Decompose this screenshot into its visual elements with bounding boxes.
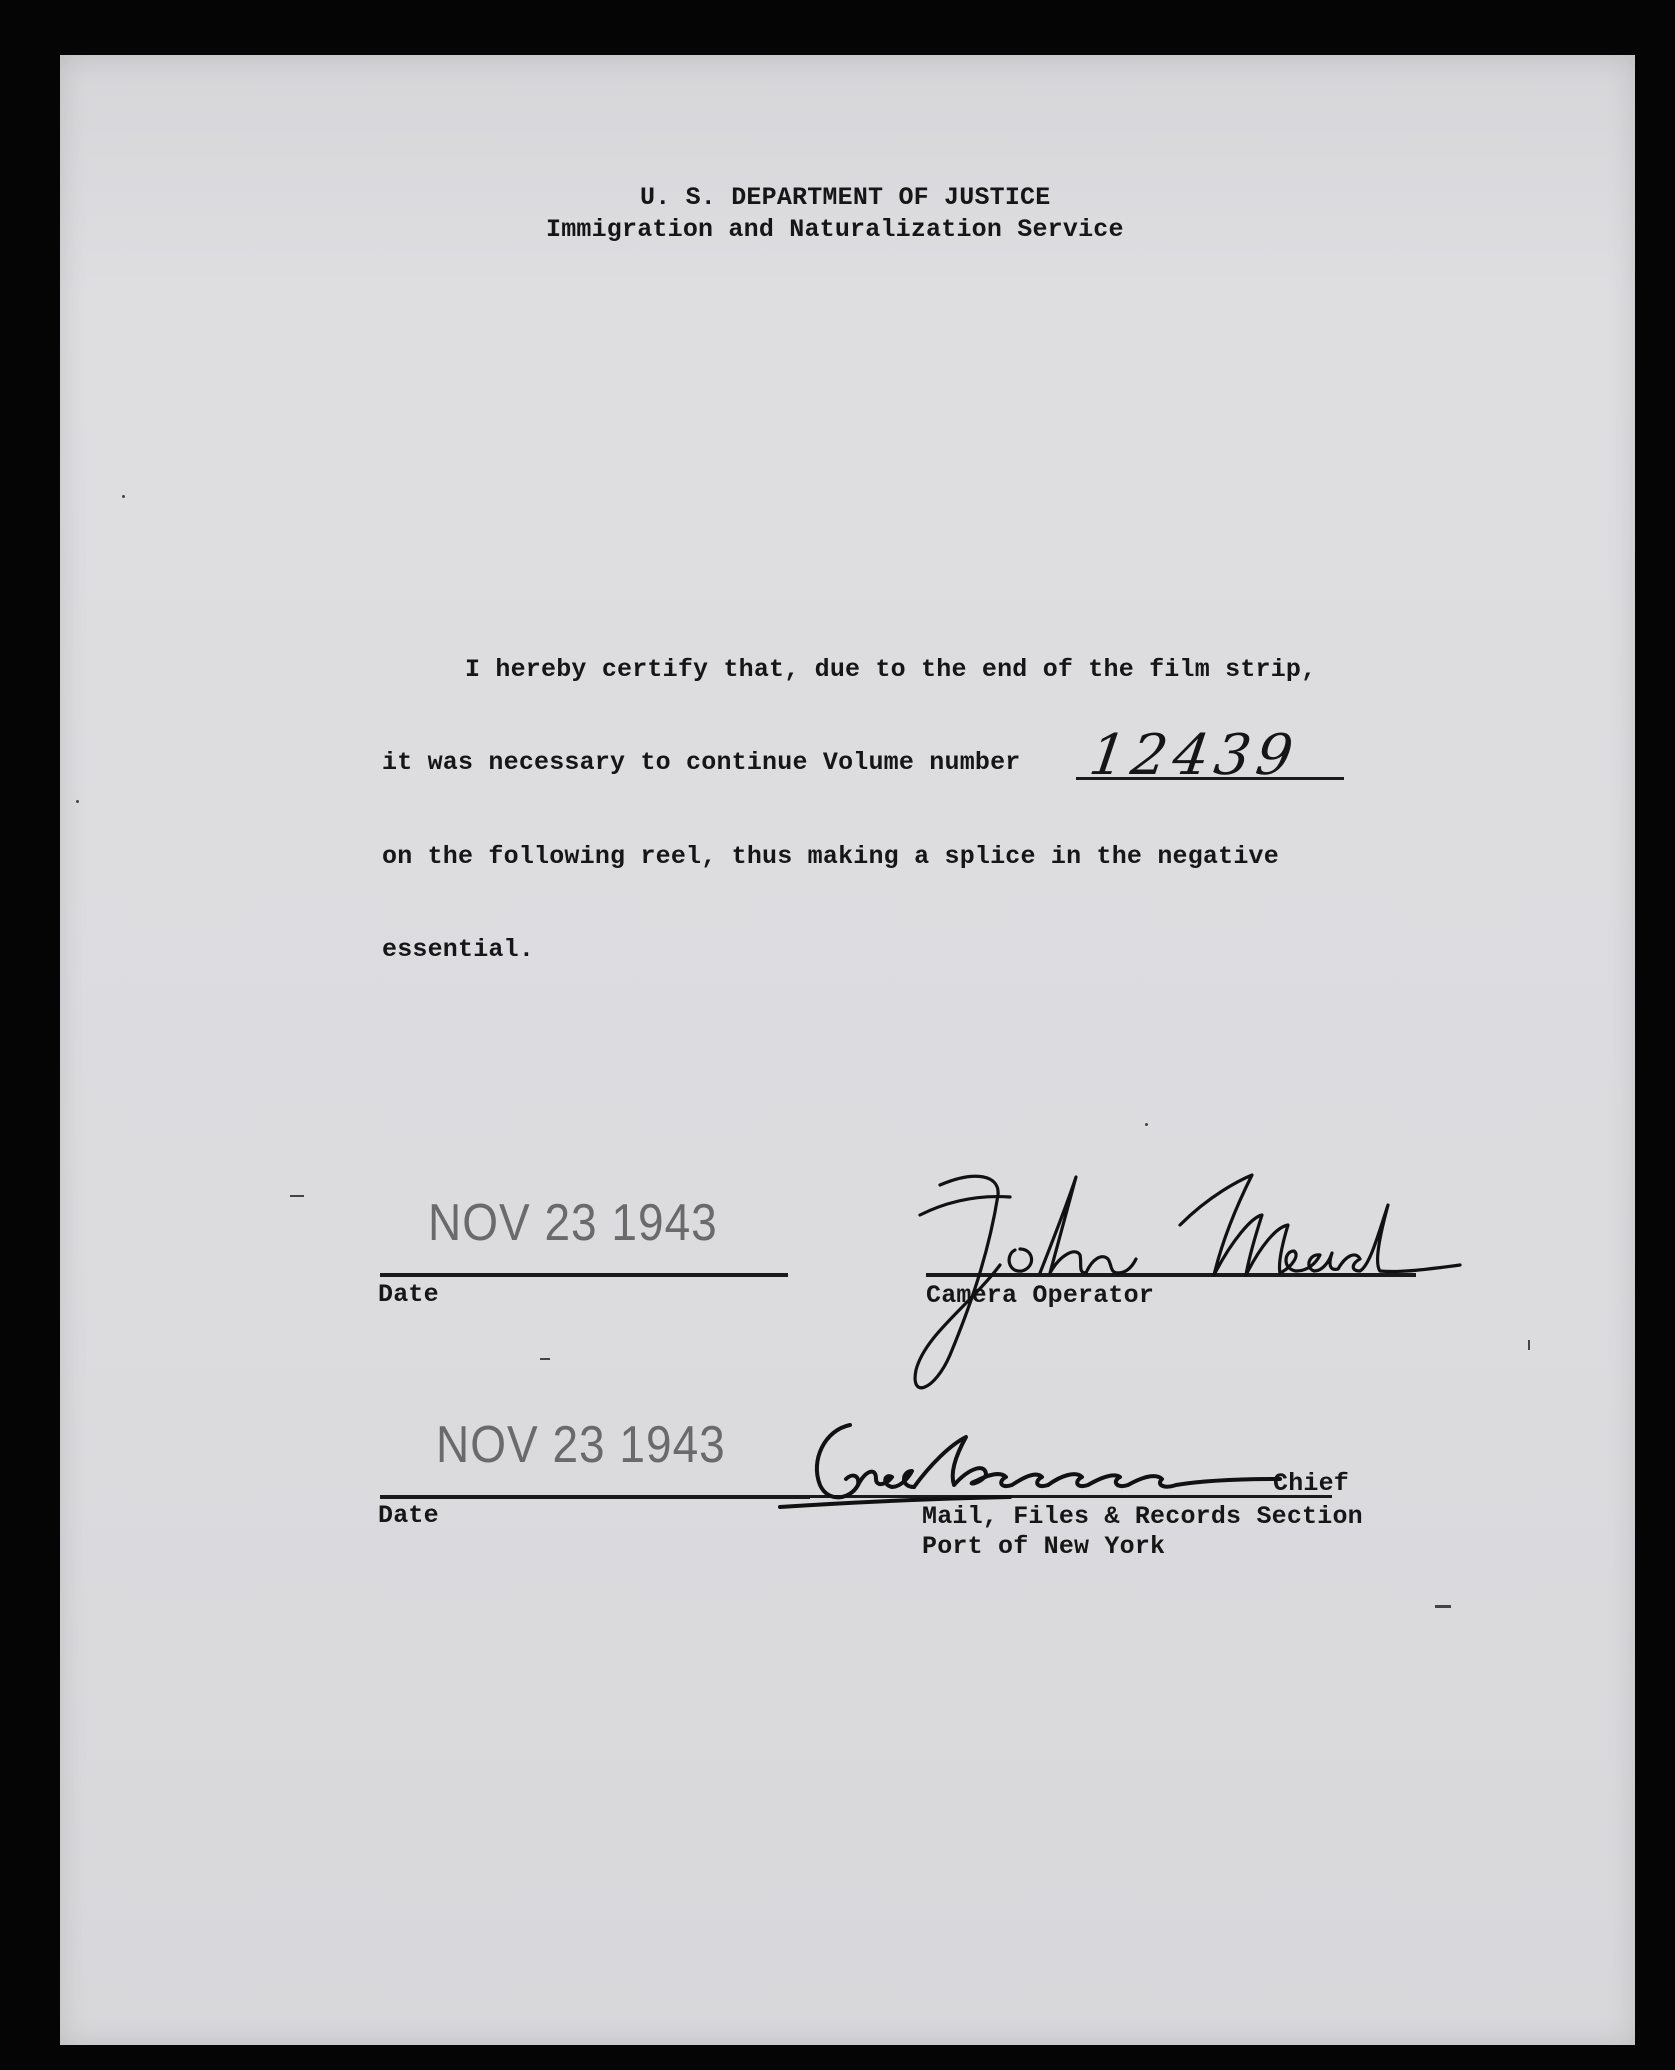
- certification-line-3: on the following reel, thus making a splice in the negative: [382, 842, 1279, 871]
- volume-number-handwritten: 12439: [1085, 723, 1303, 788]
- scan-speck: [1528, 1340, 1530, 1350]
- scan-speck: [1435, 1605, 1451, 1608]
- chief-title: Chief: [1273, 1469, 1350, 1498]
- chief-date-stamp: NOV 23 1943: [436, 1414, 726, 1474]
- camera-operator-title: Camera Operator: [926, 1281, 1155, 1310]
- service-heading: Immigration and Naturalization Service: [546, 215, 1124, 244]
- scan-speck: [540, 1358, 550, 1360]
- scan-speck: [1145, 1123, 1148, 1126]
- certification-line-4: essential.: [382, 935, 535, 964]
- chief-date-label: Date: [378, 1501, 439, 1530]
- certification-line-1: I hereby certify that, due to the end of the film strip,: [465, 655, 1317, 684]
- operator-date-line: [380, 1273, 788, 1277]
- port-of-new-york: Port of New York: [922, 1532, 1166, 1561]
- certification-line-2: it was necessary to continue Volume number: [382, 748, 1021, 777]
- document-page: [60, 55, 1635, 2045]
- chief-date-line: [380, 1495, 810, 1499]
- operator-date-stamp: NOV 23 1943: [428, 1192, 718, 1252]
- agency-heading: U. S. DEPARTMENT OF JUSTICE: [640, 183, 1051, 212]
- mail-files-records-section: Mail, Files & Records Section: [922, 1502, 1363, 1531]
- john-mead-signature: [880, 1155, 1460, 1415]
- operator-date-label: Date: [378, 1280, 439, 1309]
- scan-speck: [76, 800, 79, 803]
- scan-speck: [122, 495, 125, 498]
- chief-signature: [780, 1415, 1300, 1525]
- scan-speck: [290, 1195, 304, 1197]
